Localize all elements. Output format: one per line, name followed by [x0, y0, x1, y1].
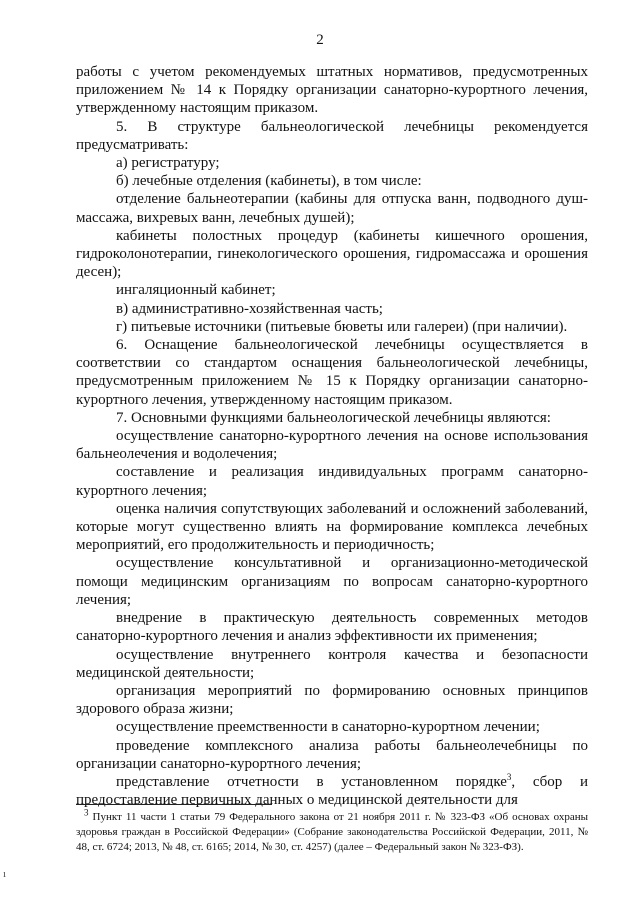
footnote-text: Пункт 11 части 1 статьи 79 Федерального закона от 21 ноября 2011 г. № 323-ФЗ «Об основах охраны здоровья граждан в Российской Федерации» (Собрание законодательства Российской Федерации, 2011, № 48, ст. 6724; 2013, № 48, ст. 6165; 2014, № 30, ст. 4257) (далее – Федеральный закон № 323-ФЗ). — [76, 811, 589, 853]
footnote-separator — [76, 804, 272, 805]
document-body — [76, 63, 588, 809]
paragraph: внедрение в практическую деятельность современных методов санаторно-курортного лечения и анализ эффективности их применения; — [76, 610, 588, 645]
paragraph: организация мероприятий по формированию основных принципов здорового образа жизни; — [76, 682, 588, 718]
paragraph: г) питьевые источники (питьевые бюветы или галереи) (при наличии). — [116, 318, 568, 335]
paragraph-text: представление отчетности в установленном порядке — [116, 773, 507, 790]
scan-edge-mark: ı — [3, 868, 7, 880]
paragraph: 7. Основными функциями бальнеологической лечебницы являются: — [116, 409, 551, 426]
paragraph: оценка наличия сопутствующих заболеваний и осложнений заболеваний, которые могут существенно влиять на формирование комплекса лечебных мероприятий, его продолжительность и периодичность; — [76, 500, 588, 554]
paragraph: составление и реализация индивидуальных программ санаторно-курортного лечения; — [76, 464, 588, 499]
paragraph: 6. Оснащение бальнеологической лечебницы осуществляется в соответствии со стандартом оснащения бальнеологической лечебницы, предусмотренным приложением № 15 к Порядку организации санаторно-курортного лечения, утвержденному настоящим приказом. — [76, 337, 588, 408]
page-number: 2 — [316, 32, 324, 48]
paragraph: в) административно-хозяйственная часть; — [116, 300, 383, 317]
paragraph: отделение бальнеотерапии (кабины для отпуска ванн, подводного душ-массажа, вихревых ванн, лечебных душей); — [76, 191, 588, 226]
paragraph: ингаляционный кабинет; — [116, 282, 276, 299]
paragraph: проведение комплексного анализа работы бальнеолечебницы по организации санаторно-курортного лечения; — [76, 737, 588, 772]
paragraph-text-continued: , сбор и предоставление первичных данных о медицинской деятельности для — [76, 773, 588, 809]
paragraph: 5. В структуре бальнеологической лечебницы рекомендуется предусматривать: — [76, 118, 588, 153]
footnote-marker: 3 — [84, 807, 89, 818]
paragraph: работы с учетом рекомендуемых штатных нормативов, предусмотренных приложением № 14 к Порядку организации санаторно-курортного лечения, утвержденному настоящим приказом. — [76, 64, 588, 117]
paragraph: б) лечебные отделения (кабинеты), в том числе: — [116, 173, 422, 190]
footnote — [76, 807, 589, 855]
paragraph: а) регистратуру; — [116, 155, 220, 172]
paragraph: осуществление внутреннего контроля качества и безопасности медицинской деятельности; — [76, 646, 588, 681]
paragraph: осуществление консультативной и организационно-методической помощи медицинским организациям по вопросам санаторно-курортного лечения; — [76, 555, 588, 608]
paragraph: осуществление санаторно-курортного лечения на основе использования бальнеолечения и водолечения; — [76, 428, 588, 463]
paragraph: кабинеты полостных процедур (кабинеты кишечного орошения, гидроколонотерапии, гинекологического орошения, гидромассажа и орошения десен); — [76, 227, 588, 281]
footnote-reference[interactable]: 3 — [506, 771, 512, 782]
paragraph: осуществление преемственности в санаторно-курортном лечении; — [116, 719, 540, 736]
